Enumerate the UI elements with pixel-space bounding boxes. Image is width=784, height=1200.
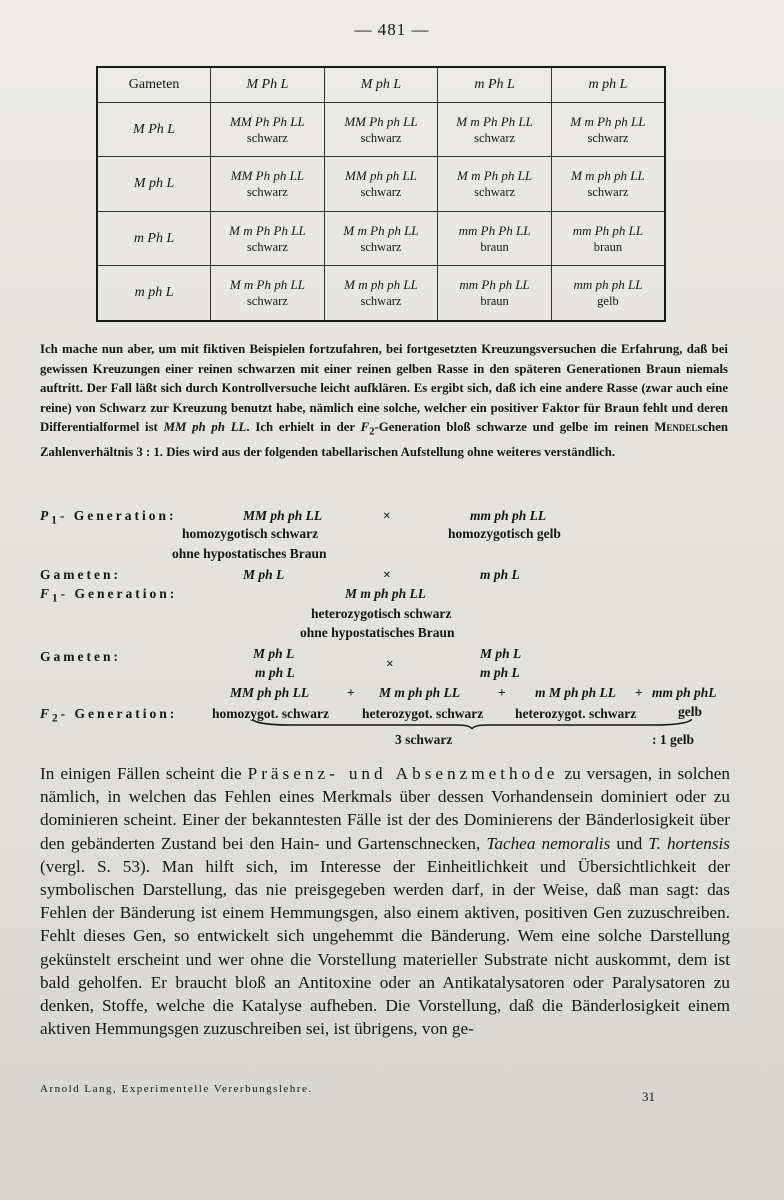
f2-generation-label [40,706,177,725]
cell-phenotype: schwarz [360,185,402,200]
cell-genotype: M m Ph ph LL [457,168,533,184]
table-row [97,211,665,265]
cell-phenotype: schwarz [360,130,402,145]
plus-sign: + [635,685,643,700]
cell-phenotype: schwarz [587,185,629,200]
table-cell [211,157,325,211]
f2-description: heterozygot. schwarz [362,706,484,721]
generation-subscript: 2 [52,712,61,725]
table-cell [438,103,552,157]
method-name: Präsenz- und Absenzmethode [247,764,559,783]
generation-symbol: P [40,508,52,523]
p1-left-description: homozygotisch schwarz [182,526,319,541]
small-print-paragraph [40,340,728,462]
f1-description: heterozygotisch schwarz [311,606,452,621]
cell-genotype: M m ph ph LL [571,168,645,184]
table-cell [211,103,325,157]
f2-genotype: M m ph ph LL [379,685,461,700]
signature-mark: 31 [642,1089,655,1104]
table-row [97,157,665,211]
table-cell [551,157,665,211]
p1-left-genotype: MM ph ph LL [243,508,323,523]
cell-phenotype: schwarz [474,130,516,145]
cell-genotype: MM ph ph LL [345,168,417,184]
table-cell [324,157,438,211]
gamete-right-2: m ph L [480,665,520,680]
generation-label-text: - Generation: [60,706,178,721]
cell-genotype: M m Ph ph LL [229,277,305,293]
f1-generation-label [40,586,177,605]
cell-phenotype: schwarz [246,239,288,254]
cell-genotype: M m ph ph LL [344,277,418,293]
f2-description: homozygot. schwarz [212,706,329,721]
table-cell [324,103,438,157]
generation-subscript: 1 [51,514,60,527]
cell-phenotype: schwarz [360,294,402,309]
paragraph-text: zu versagen, in solchen nämlich, in welchen das Fehlen eines Merkmals über dessen Vorhandensein dominiert oder zu dominieren scheint. Einer der bekanntesten Fälle ist der des Dominierens der Bänderlosigkeit über den gebänderten Zustand bei den Hain- und Gartenschnecken, [40,764,730,853]
gamete-combination-table [96,66,666,322]
table-row [97,103,665,157]
f2-description: gelb [678,704,703,719]
table-cell [211,211,325,265]
column-header: M ph L [324,67,438,103]
table-cell [551,103,665,157]
gamete-left: M ph L [243,567,285,582]
curly-brace [252,719,692,729]
generation-symbol: F [360,420,370,435]
paragraph-text: In einigen Fällen scheint die [40,764,248,783]
row-header: m ph L [97,266,211,321]
differential-formula: MM ph ph LL [163,420,247,435]
cell-genotype: mm Ph Ph LL [458,222,531,238]
paragraph-text: -Generation bloß schwarze und gelbe im reinen [374,420,655,435]
gameten-label: Gameten: [40,649,121,664]
cell-phenotype: schwarz [360,239,402,254]
cell-genotype: M m Ph Ph LL [229,222,306,238]
table-cell [324,211,438,265]
cell-phenotype: schwarz [246,130,288,145]
column-header: m ph L [551,67,665,103]
cross-symbol: × [383,508,391,523]
paragraph-text: Ich mache nun aber, um mit fiktiven Beispielen fortzufahren, bei fortgesetzten Kreuzungsversuchen die Erfahrung, daß bei gewissen Kreuzungen einer reinen schwarzen mit einer reinen gelben Rasse in den späteren Generationen Braun niemals auftritt. Der Fall läßt sich durch Kontrollversuche leicht aufklären. Es ergibt sich, daß ich eine andere Rasse (zwar auch eine reine) von Schwarz zur Kreuzung benutzt habe, nämlich eine solche, welcher ein positiver Faktor für Braun fehlt und deren Differentialformel ist [40,342,728,435]
generation-subscript: 2 [369,426,375,438]
cell-genotype: MM Ph ph LL [230,168,305,184]
row-header: M ph L [97,157,211,211]
gamete-right: m ph L [480,567,520,582]
paragraph-text: (vergl. S. 53). Man hilft sich, im Interesse der Einheitlichkeit und Übersichtlichkeit der symbolischen Darstellung, das nie preisgegeben werden darf, in der Weise, daß man sagt: das Fehlen der Bänderung ist einem Hemmungsgen, also einem aktiven, positiven Gen zuzuschreiben. Fehlt dieses Gen, so entwickelt sich ungehemmt die Bänderung. Wem eine solche Darstellung gekünstelt erscheint und wer ohne die Vorstellung materieller Substrate nicht auskommt, dem ist bald geholfen. Er braucht bloß an Antitoxine oder an Antikatalysatoren oder Paralysatoren zu denken, Stoffe, welche die Katalyse aufheben. Die Vorstellung, daß die Bänderlosigkeit einem aktiven Hemmungsgen zuzuschreiben sei, ist übrigens, von ge- [40,856,730,1039]
paragraph-text: schen Zahlenverhältnis 3 : 1. Dies wird aus der folgenden tabellarischen Aufstellung ohne weiteres verständlich. [40,420,728,459]
p1-left-description-2: ohne hypostatisches Braun [172,546,327,561]
table-cell [211,266,325,321]
cell-genotype: mm Ph ph LL [459,277,530,293]
plus-sign: + [498,685,506,700]
cross-symbol: × [386,656,394,671]
cell-phenotype: gelb [597,294,619,309]
column-header: M Ph L [211,67,325,103]
cross-symbol: × [383,567,391,582]
paragraph-text: . Ich erhielt in der [246,420,361,435]
cell-phenotype: schwarz [246,185,288,200]
gamete-left-2: m ph L [255,665,295,680]
gamete-left: M ph L [253,646,295,661]
cell-phenotype: schwarz [246,294,288,309]
row-header: m Ph L [97,211,211,265]
p1-generation-label [40,508,176,527]
plus-sign: + [347,685,355,700]
cell-genotype: M m Ph Ph LL [456,113,533,129]
column-header: m Ph L [438,67,552,103]
table-header-row [97,67,665,103]
cell-genotype: mm Ph ph LL [572,222,644,238]
p1-right-genotype: mm ph ph LL [470,508,547,523]
gameten-label: Gameten: [40,567,121,582]
cell-phenotype: schwarz [474,185,516,200]
cell-genotype: mm ph ph LL [573,277,643,293]
f2-genotype: m M ph ph LL [535,685,617,700]
paragraph-text: und [610,833,649,853]
generation-symbol: F [40,586,53,601]
cell-genotype: MM Ph ph LL [344,113,418,129]
table-corner-label: Gameten [97,67,211,103]
f1-genotype: M m ph ph LL [345,586,427,601]
cell-phenotype: schwarz [587,130,629,145]
page-number: — 481 — [354,20,430,39]
table-cell [438,266,552,321]
row-header: M Ph L [97,103,211,157]
generation-label-text: - Generation: [60,586,178,601]
f1-description-2: ohne hypostatisches Braun [300,625,455,640]
table-row [97,266,665,321]
table-cell [438,211,552,265]
species-name: T. hortensis [648,833,730,853]
generation-subscript: 1 [52,592,61,605]
generation-symbol: F [40,706,53,721]
footer-citation: Arnold Lang, Experimentelle Vererbungslehre. [40,1083,313,1095]
f2-genotype: MM ph ph LL [230,685,310,700]
table-cell [438,157,552,211]
p1-right-description: homozygotisch gelb [448,526,561,541]
sum-black: 3 schwarz [395,732,453,747]
cell-phenotype: braun [593,239,623,254]
gamete-right: M ph L [480,646,522,661]
cell-genotype: M m Ph ph LL [343,222,419,238]
table-cell [551,211,665,265]
species-name: Tachea nemoralis [486,833,611,853]
cell-genotype: MM Ph Ph LL [230,113,305,129]
crossing-scheme [40,508,740,753]
author-name: Mendel [654,420,698,435]
generation-label-text: - Generation: [59,508,177,523]
main-paragraph [40,762,730,1040]
f2-description: heterozygot. schwarz [515,706,637,721]
f2-genotype: mm ph phL [652,685,717,700]
cell-genotype: M m Ph ph LL [570,113,646,129]
table-cell [324,266,438,321]
cell-phenotype: braun [480,294,509,309]
table-cell [551,266,665,321]
sum-yellow: : 1 gelb [652,732,694,747]
cell-phenotype: braun [480,239,509,254]
